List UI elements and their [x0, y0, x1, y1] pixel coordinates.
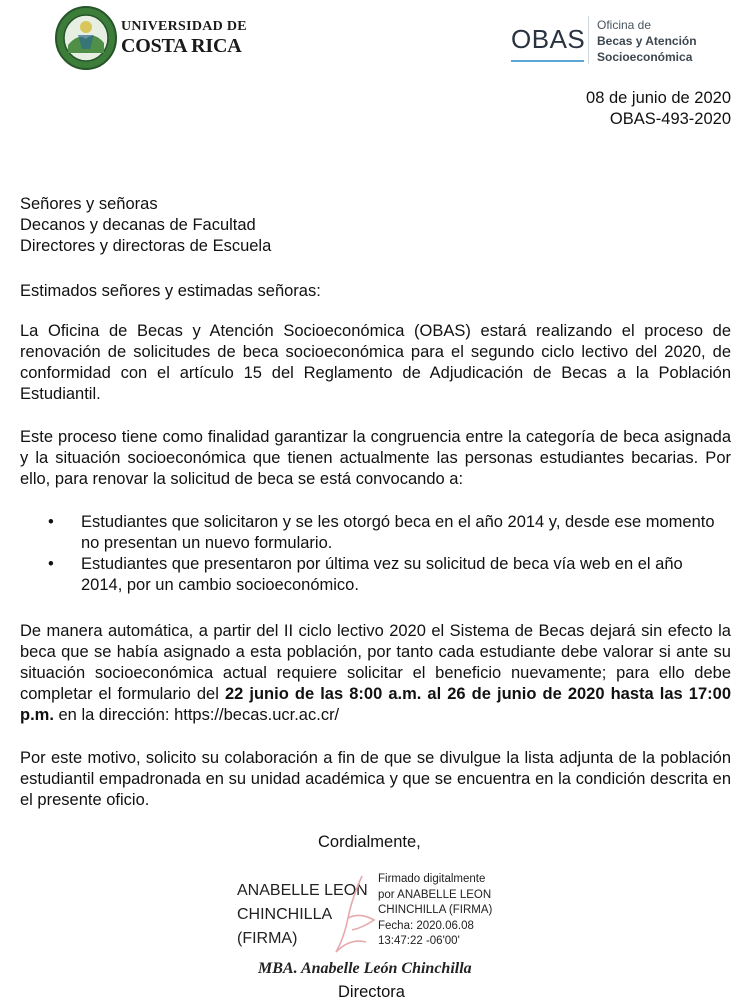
- letter-reference: OBAS-493-2020: [609, 110, 731, 128]
- obas-office-name: [597, 17, 697, 65]
- recipient-line: Señores y señoras: [20, 195, 158, 213]
- ucr-logo-seal: [54, 5, 118, 71]
- list-item: [48, 554, 728, 596]
- recipient-line: Directores y directoras de Escuela: [20, 237, 272, 255]
- obas-underline: [511, 60, 584, 62]
- obas-office-line3: Socioeconómica: [597, 50, 693, 64]
- letter-date: 08 de junio de 2020: [586, 89, 731, 107]
- closing: Cordialmente,: [318, 833, 421, 851]
- paragraph-deadline: [20, 621, 731, 726]
- deadline-dates: 22 junio de las 8:00 a.m. al 26 de junio de 2020 hasta las 17:00 p.m.: [20, 685, 731, 724]
- signer-name-line: ANABELLE LEON: [237, 882, 368, 899]
- signer-script-name: MBA. Anabelle León Chinchilla: [258, 960, 472, 977]
- list-item-text: Estudiantes que solicitaron y se les otorgó beca en el año 2014 y, desde ese momento no presentan un nuevo formulario.: [81, 513, 715, 552]
- university-name-line2: COSTA RICA: [121, 35, 242, 57]
- recipient-line: Decanos y decanas de Facultad: [20, 216, 256, 234]
- list-item-text: Estudiantes que presentaron por última vez su solicitud de beca vía web en el año 2014, por un cambio socioeconómico.: [81, 555, 683, 594]
- paragraph-request: Por este motivo, solicito su colaboración a fin de que se divulgue la lista adjunta de la población estudiantil empadronada en su unidad académica y que se encuentra en la condición descrita en el presente oficio.: [20, 749, 731, 809]
- obas-office-line1: Oficina de: [597, 18, 652, 32]
- bullet-icon: •: [48, 555, 54, 573]
- digital-signature-line: Firmado digitalmente: [378, 873, 486, 885]
- digital-signature-line: 13:47:22 -06'00': [378, 935, 460, 947]
- eligibility-list: [48, 512, 728, 596]
- digital-signature-line: por ANABELLE LEON: [378, 888, 492, 901]
- university-name-line1: UNIVERSIDAD DE: [121, 19, 247, 34]
- handwritten-signature-mark: [322, 868, 384, 958]
- digital-signature-info: [378, 872, 492, 950]
- deadline-text-before: De manera automática, a partir del II ciclo lectivo 2020 el Sistema de Becas dejará sin efecto la beca que se había asignado a esta población, por tanto cada estudiante debe valorar si ante su situación socioeconómica actual requiere solicitar el beneficio nuevamente; para ello debe completar el formulario del: [20, 622, 731, 703]
- obas-acronym: OBAS: [511, 24, 586, 54]
- digital-signature-line: Fecha: 2020.06.08: [378, 919, 474, 932]
- signer-role: Directora: [338, 983, 405, 1001]
- paragraph-intro: La Oficina de Becas y Atención Socioeconómica (OBAS) estará realizando el proceso de renovación de solicitudes de beca socioeconómica para el segundo ciclo lectivo del 2020, de conformidad con el artículo 15 del Reglamento de Adjudicación de Becas a la Población Estudiantil.: [20, 322, 731, 403]
- recipients: [20, 194, 731, 257]
- signer-name-line: (FIRMA): [237, 930, 298, 947]
- date-reference-block: [586, 88, 731, 130]
- deadline-text-after: en la dirección: https://becas.ucr.ac.cr/: [53, 706, 340, 724]
- paragraph-purpose: Este proceso tiene como finalidad garantizar la congruencia entre la categoría de beca asignada y la situación socioeconómica que tienen actualmente las personas estudiantes becarias. Por ello, para renovar la solicitud de beca se está convocando a:: [20, 428, 731, 488]
- digital-signature-line: CHINCHILLA (FIRMA): [378, 904, 493, 916]
- obas-divider: [588, 16, 589, 64]
- list-item: [48, 512, 728, 554]
- university-wordmark: [121, 20, 247, 56]
- signer-name-line: CHINCHILLA: [237, 906, 333, 923]
- salutation: Estimados señores y estimadas señoras:: [20, 282, 321, 300]
- bullet-icon: •: [48, 513, 54, 531]
- obas-office-line2: Becas y Atención: [597, 34, 697, 48]
